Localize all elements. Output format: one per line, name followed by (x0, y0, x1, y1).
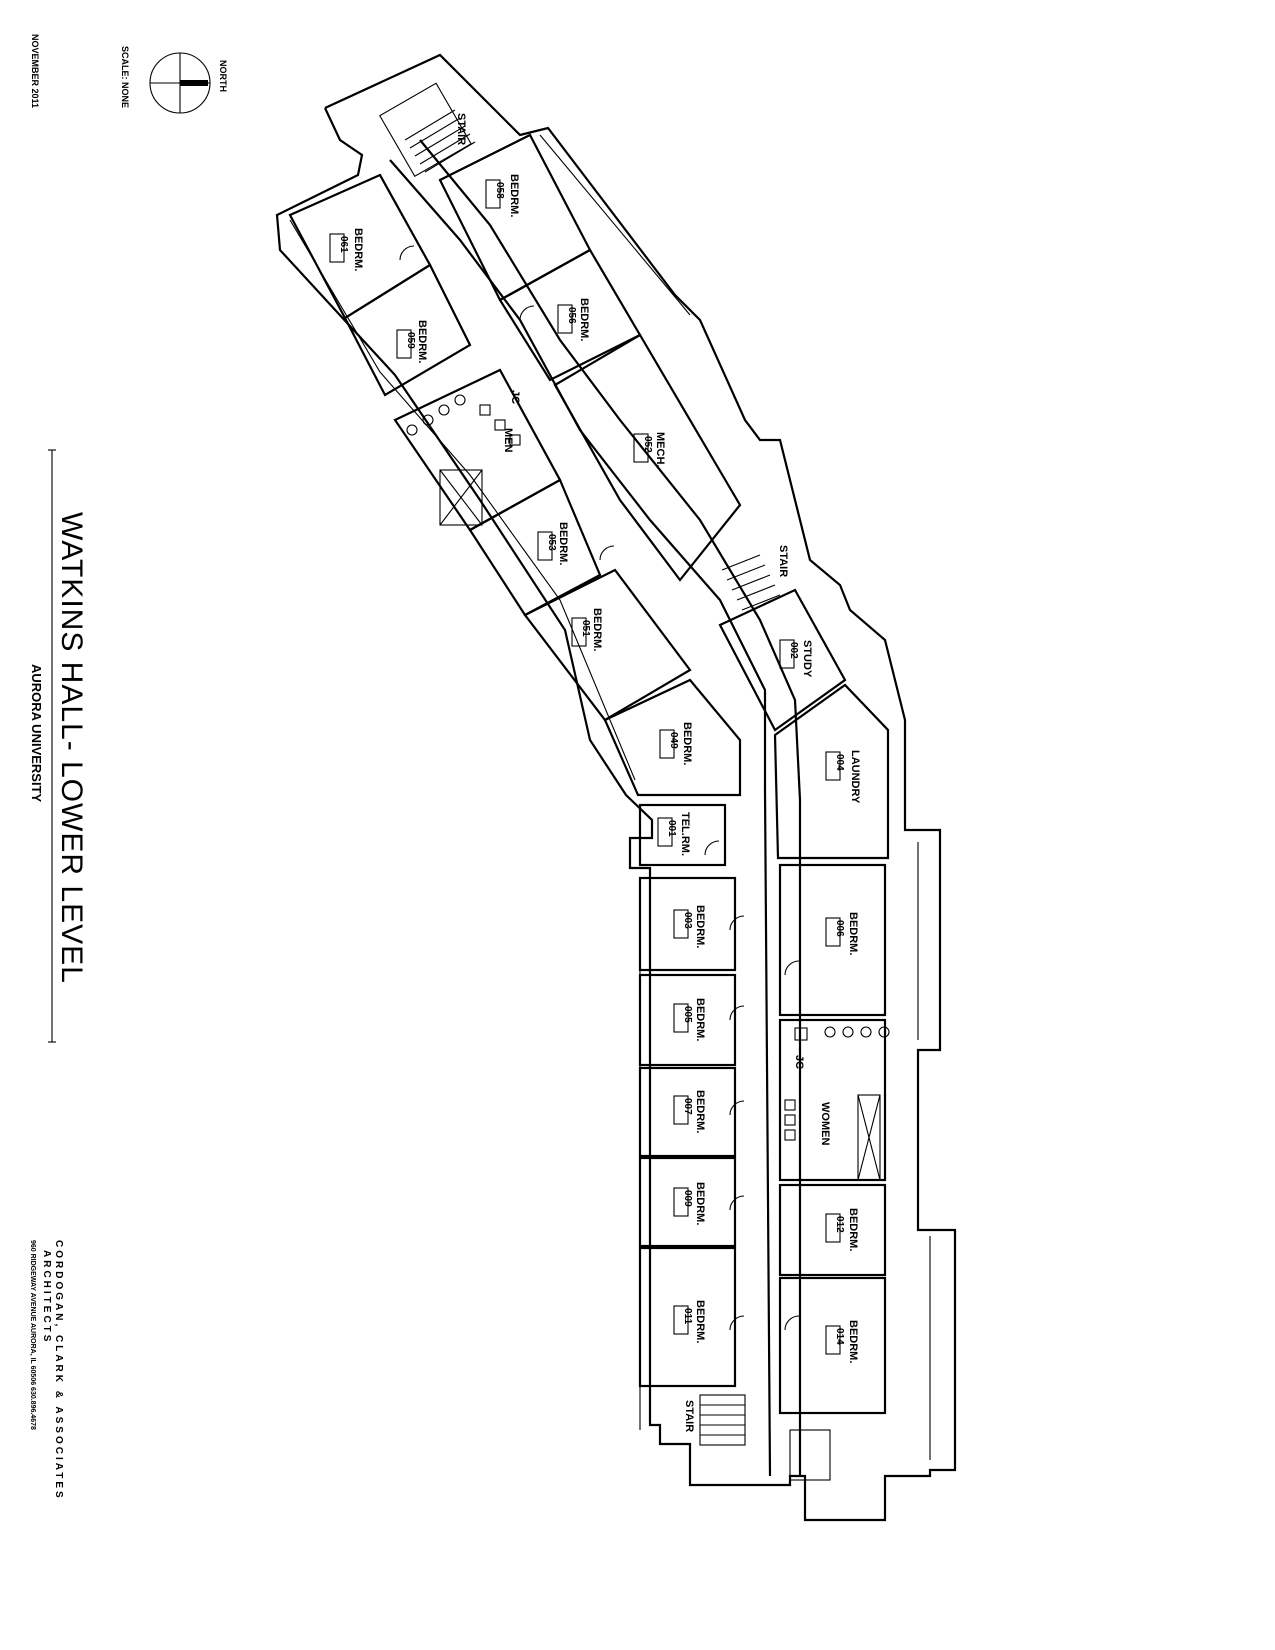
room-012-name: BEDRM. (847, 1208, 859, 1252)
room-058-name: BEDRM. (508, 174, 520, 218)
room-001-number: 001 (666, 820, 677, 837)
scale-label: SCALE: NONE (120, 46, 130, 109)
room-003-name: BEDRM. (694, 905, 706, 949)
room-011-name: BEDRM. (694, 1300, 706, 1344)
room-061-name: BEDRM. (352, 228, 364, 272)
stair-mid-label: STAIR (777, 545, 789, 578)
south-stair-box (790, 1430, 830, 1480)
room-004-name: LAUNDRY (849, 750, 861, 804)
men-fixtures (407, 395, 520, 525)
room-012-number: 012 (834, 1216, 845, 1233)
jc-south-label: JC (793, 1055, 805, 1070)
room-051-name: BEDRM. (591, 608, 603, 652)
room-052-name: MECH. (654, 432, 666, 468)
room-014-number: 014 (834, 1328, 845, 1345)
women-label: WOMEN (819, 1102, 831, 1146)
room-051-number: 051 (580, 620, 591, 637)
room-004-number: 004 (834, 754, 845, 771)
room-049-name: BEDRM. (681, 722, 693, 766)
room-002-name: STUDY (801, 640, 813, 678)
room-005-name: BEDRM. (694, 998, 706, 1042)
jc-north-label: JC (509, 390, 521, 405)
drawing-title: WATKINS HALL- LOWER LEVEL (55, 512, 88, 984)
north-arrow-icon (150, 53, 210, 113)
room-009-name: BEDRM. (694, 1182, 706, 1226)
drawing-subtitle: AURORA UNIVERSITY (29, 664, 44, 803)
room-009-number: 009 (682, 1190, 693, 1207)
room-011-number: 011 (682, 1308, 693, 1325)
room-001-name: TEL.RM. (679, 812, 691, 856)
room-003-number: 003 (682, 912, 693, 929)
room-014-name: BEDRM. (847, 1320, 859, 1364)
room-056-number: 056 (566, 307, 577, 324)
room-061-number: 061 (338, 236, 349, 253)
room-053-number: 053 (546, 534, 557, 551)
room-056-name: BEDRM. (578, 298, 590, 342)
room-059-number: 059 (405, 332, 416, 349)
room-005-number: 005 (682, 1006, 693, 1023)
room-059-name: BEDRM. (416, 320, 428, 364)
architect-address: 960 RIDGEWAY AVENUE AURORA, IL 60506 630.896.4678 (29, 1240, 36, 1430)
stair-north-label: STAIR (455, 113, 467, 146)
stair-south-label: STAIR (683, 1400, 695, 1433)
room-053-name: BEDRM. (557, 522, 569, 566)
men-label: MEN (502, 428, 514, 453)
room-007-number: 007 (682, 1098, 693, 1115)
room-006-name: BEDRM. (847, 912, 859, 956)
architect-name: CORDOGAN, CLARK & ASSOCIATES (53, 1240, 64, 1501)
architect-role: ARCHITECTS (41, 1250, 52, 1345)
room-002-number: 002 (788, 642, 799, 659)
room-006-number: 006 (834, 920, 845, 937)
room-007-name: BEDRM. (694, 1090, 706, 1134)
room-052-number: 052 (642, 436, 653, 453)
corridor (390, 140, 800, 1476)
room-049-number: 049 (668, 732, 679, 749)
room-058-number: 058 (494, 182, 505, 199)
south-stair (700, 1395, 745, 1445)
date-label: NOVEMBER 2011 (30, 34, 40, 109)
north-label: NORTH (218, 60, 228, 92)
